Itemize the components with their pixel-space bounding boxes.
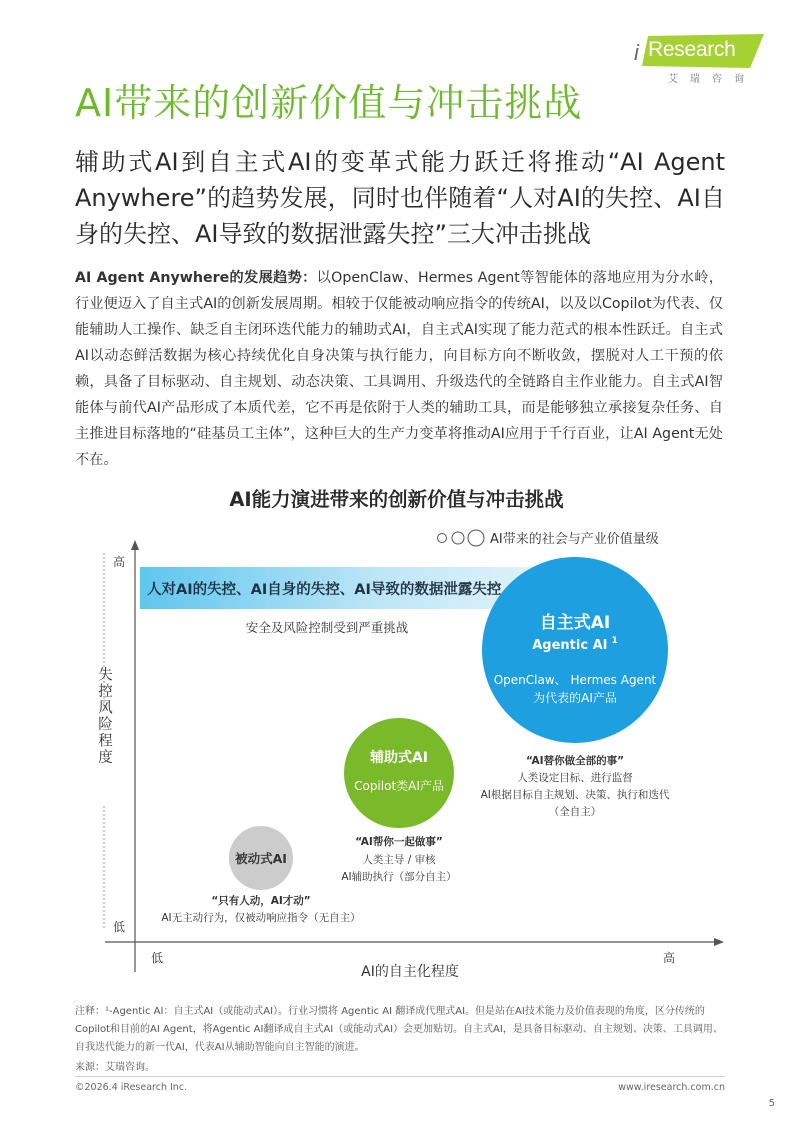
body-lead: AI Agent Anywhere的发展趋势：	[75, 270, 317, 286]
copyright: ©2026.4 iResearch Inc.	[75, 1082, 188, 1093]
x-axis-arrow	[714, 938, 724, 946]
website-link[interactable]: www.iresearch.com.cn	[618, 1082, 725, 1093]
bubble-autonomous-ai-desc-3: （全自主）	[548, 806, 602, 818]
page-title: AI带来的创新价值与冲击挑战	[75, 81, 583, 125]
y-axis-arrow	[131, 540, 139, 550]
bubble-passive-ai-quote: “只有人动，AI才动”	[211, 895, 311, 907]
footer-divider	[75, 1076, 725, 1077]
bubble-autonomous-ai-product-1: OpenClaw、 Hermes Agent	[493, 673, 657, 687]
bubble-autonomous-ai-en-text: Agentic AI	[532, 638, 608, 653]
body-text: 以OpenClaw、Hermes Agent等智能体的落地应用为分水岭，行业便迈入了自主式AI的创新发展周期。相较于仅能被动响应指令的传统AI，以及以Copilot为代表、仅能辅助人工操作、缺乏自主闭环迭代能力的辅助式AI，自主式AI实现了能力范式的根本性跃迁。自主式AI以动态鲜活数据为核心持续优化自身决策与执行能力，向目标方向不断收敛，摆脱对人工干预的依赖，具备了目标驱动、自主规划、动态决策、工具调用、升级迭代的全链路自主作业能力。自主式AI智能体与前代AI产品形成了本质代差，它不再是依附于人类的辅助工具，而是能够独立承接复杂任务、自主推进目标落地的“硅基员工主体”，这种巨大的生产力变革将推动AI应用于千行百业，让AI Agent无处不在。	[75, 270, 724, 468]
legend-circle-medium	[452, 532, 464, 544]
bubble-assistive-ai-desc-2: AI辅助执行（部分自主）	[341, 871, 457, 883]
bubble-assistive-ai-name: 辅助式AI	[369, 750, 429, 766]
bubble-passive-ai-desc: AI无主动行为，仅被动响应指令（无自主）	[161, 912, 361, 924]
legend-circle-large	[468, 530, 484, 546]
bubble-assistive-ai-desc-1: 人类主导 / 审核	[362, 854, 436, 866]
bubble-autonomous-ai-name: 自主式AI	[539, 613, 611, 633]
bubble-autonomous-ai-en	[532, 636, 618, 653]
x-high-label: 高	[663, 951, 676, 965]
x-axis-title: AI的自主化程度	[361, 964, 459, 980]
risk-banner-sub: 安全及风险控制受到严重挑战	[245, 620, 409, 635]
bubble-assistive-ai-quote: “AI帮你一起做事”	[355, 836, 443, 848]
page-subtitle: 辅助式AI到自主式AI的变革式能力跃迁将推动“AI Agent Anywhere”的趋势发展，同时也伴随着“人对AI的失控、AI自身的失控、AI导致的数据泄露失控”三大冲击挑战	[75, 148, 725, 248]
source-note: 来源：艾瑞咨询。	[75, 1062, 155, 1073]
logo-text: Research	[648, 38, 736, 61]
ai-evolution-chart	[0, 520, 793, 990]
bubble-autonomous-ai-product-2: 为代表的AI产品	[533, 691, 617, 705]
page-number: 5	[768, 1098, 775, 1109]
iresearch-logo	[626, 30, 766, 90]
chart-title: AI能力演进带来的创新价值与冲击挑战	[229, 488, 564, 511]
body-paragraph	[75, 265, 723, 473]
bubble-assistive-ai	[344, 718, 454, 828]
footnote: 注释：¹-Agentic AI：自主式AI（或能动式AI）。行业习惯将 Agentic AI 翻译成代理式AI。但是站在AI技术能力及价值表现的角度，区分传统的Copilot和目前的AI Agent，将Agentic AI翻译成自主式AI（或能动式AI）会更加贴切。自主式AI，是具备目标驱动、自主规划、决策、工具调用、自我迭代能力的新一代AI，代表AI从辅助智能向自主智能的演进。	[75, 1006, 723, 1053]
legend-label: AI带来的社会与产业价值量级	[490, 532, 659, 547]
x-low-label: 低	[151, 951, 164, 965]
bubble-passive-ai-name: 被动式AI	[235, 851, 287, 866]
y-axis-title: 失控风险程度	[96, 666, 112, 766]
bubble-assistive-ai-product: Copilot类AI产品	[354, 779, 444, 793]
bubble-autonomous-ai-quote: “AI替你做全部的事”	[526, 755, 624, 767]
bubble-autonomous-ai-desc-2: AI根据目标自主规划、决策、执行和迭代	[480, 789, 670, 801]
logo-i: i	[634, 40, 639, 65]
risk-banner-text: 人对AI的失控、AI自身的失控、AI导致的数据泄露失控	[147, 582, 502, 598]
bubble-autonomous-ai-sup: 1	[611, 636, 618, 646]
logo-subtitle: 艾瑞咨询	[668, 74, 756, 85]
y-high-label: 高	[113, 555, 126, 569]
legend-circle-small	[438, 534, 447, 543]
y-low-label: 低	[113, 920, 126, 934]
bubble-autonomous-ai-desc-1: 人类设定目标、进行监督	[517, 772, 633, 784]
